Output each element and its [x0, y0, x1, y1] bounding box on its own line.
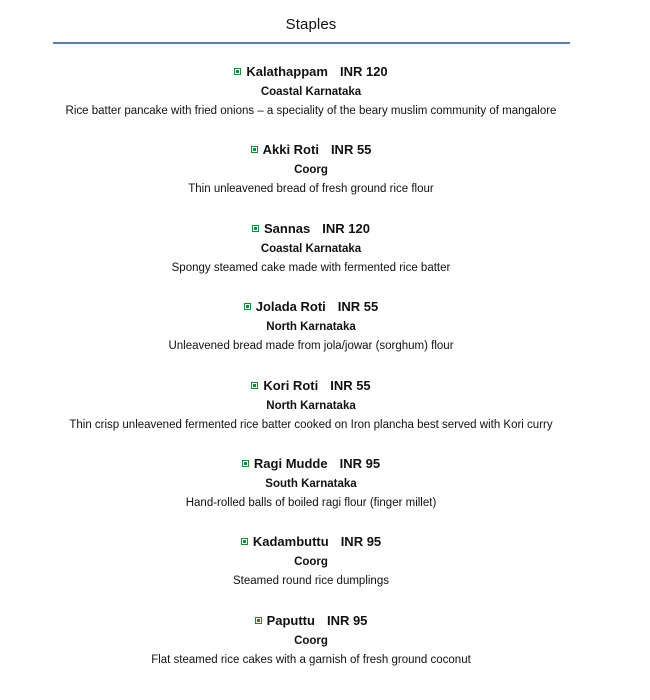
menu-item-name: Kalathappam	[246, 64, 328, 79]
veg-indicator-icon	[242, 460, 249, 467]
menu-item-description: Unleavened bread made from jola/jowar (sorghum) flour	[168, 340, 454, 353]
menu-item-name: Kadambuttu	[252, 534, 329, 550]
menu-item-header	[0, 220, 622, 238]
menu-item-name: Kori Roti	[263, 377, 319, 393]
menu-item-header	[0, 612, 622, 630]
menu-item	[0, 533, 622, 611]
menu-item	[0, 141, 622, 219]
menu-item-header	[0, 298, 622, 316]
menu-item-region: Coorg	[294, 164, 328, 177]
menu-item	[0, 298, 622, 376]
menu-item	[0, 63, 622, 141]
menu-item-name: Sannas	[264, 220, 311, 236]
menu-item-price: INR 95	[339, 455, 381, 471]
veg-indicator-icon	[241, 538, 248, 545]
menu-item-region: Coastal Karnataka	[260, 242, 362, 255]
veg-indicator-icon	[251, 382, 258, 389]
veg-indicator-icon	[244, 303, 251, 310]
menu-item	[0, 220, 622, 298]
veg-indicator-icon	[252, 225, 259, 232]
menu-item-header	[0, 63, 622, 81]
menu-item-region: Coorg	[294, 556, 328, 569]
menu-item-list	[0, 63, 622, 690]
section-title: Staples	[285, 16, 337, 33]
section-divider	[53, 42, 570, 44]
menu-item	[0, 377, 622, 455]
menu-item-name: Ragi Mudde	[253, 455, 328, 471]
menu-item-header	[0, 533, 622, 551]
menu-item-header	[0, 377, 622, 395]
menu-item-price: INR 120	[322, 220, 370, 236]
menu-item-header	[0, 455, 622, 473]
menu-item-region: North Karnataka	[266, 399, 356, 412]
menu-item-price: INR 95	[340, 534, 382, 550]
menu-item-description: Thin unleavened bread of fresh ground rice flour	[188, 183, 434, 196]
menu-item-description: Spongy steamed cake made with fermented rice batter	[171, 261, 451, 274]
menu-item-description: Flat steamed rice cakes with a garnish of fresh ground coconut	[151, 653, 471, 666]
menu-item-description: Thin crisp unleavened fermented rice batter cooked on Iron plancha best served with Kori curry	[69, 418, 553, 431]
veg-indicator-icon	[251, 146, 258, 153]
menu-item	[0, 612, 622, 690]
menu-item-price: INR 95	[326, 612, 368, 628]
menu-item-name: Jolada Roti	[255, 299, 326, 315]
menu-item-region: North Karnataka	[266, 321, 356, 334]
menu-item-description: Rice batter pancake with fried onions – a speciality of the beary muslim community of mangalore	[65, 105, 557, 117]
menu-item-description: Hand-rolled balls of boiled ragi flour (finger millet)	[185, 496, 437, 509]
menu-item-price: INR 55	[330, 142, 372, 158]
menu-item-description: Steamed round rice dumplings	[233, 575, 389, 588]
veg-indicator-icon	[255, 617, 262, 624]
veg-indicator-icon	[234, 68, 241, 75]
menu-item-region: South Karnataka	[265, 477, 357, 490]
menu-item-price: INR 120	[339, 64, 388, 79]
menu-item-name: Paputtu	[266, 612, 315, 628]
menu-item-header	[0, 141, 622, 159]
menu-item-name: Akki Roti	[262, 142, 319, 158]
menu-item-region: Coastal Karnataka	[260, 86, 362, 98]
menu-item	[0, 455, 622, 533]
menu-item-region: Coorg	[294, 634, 328, 647]
menu-item-price: INR 55	[337, 299, 379, 315]
menu-item-price: INR 55	[330, 377, 371, 393]
